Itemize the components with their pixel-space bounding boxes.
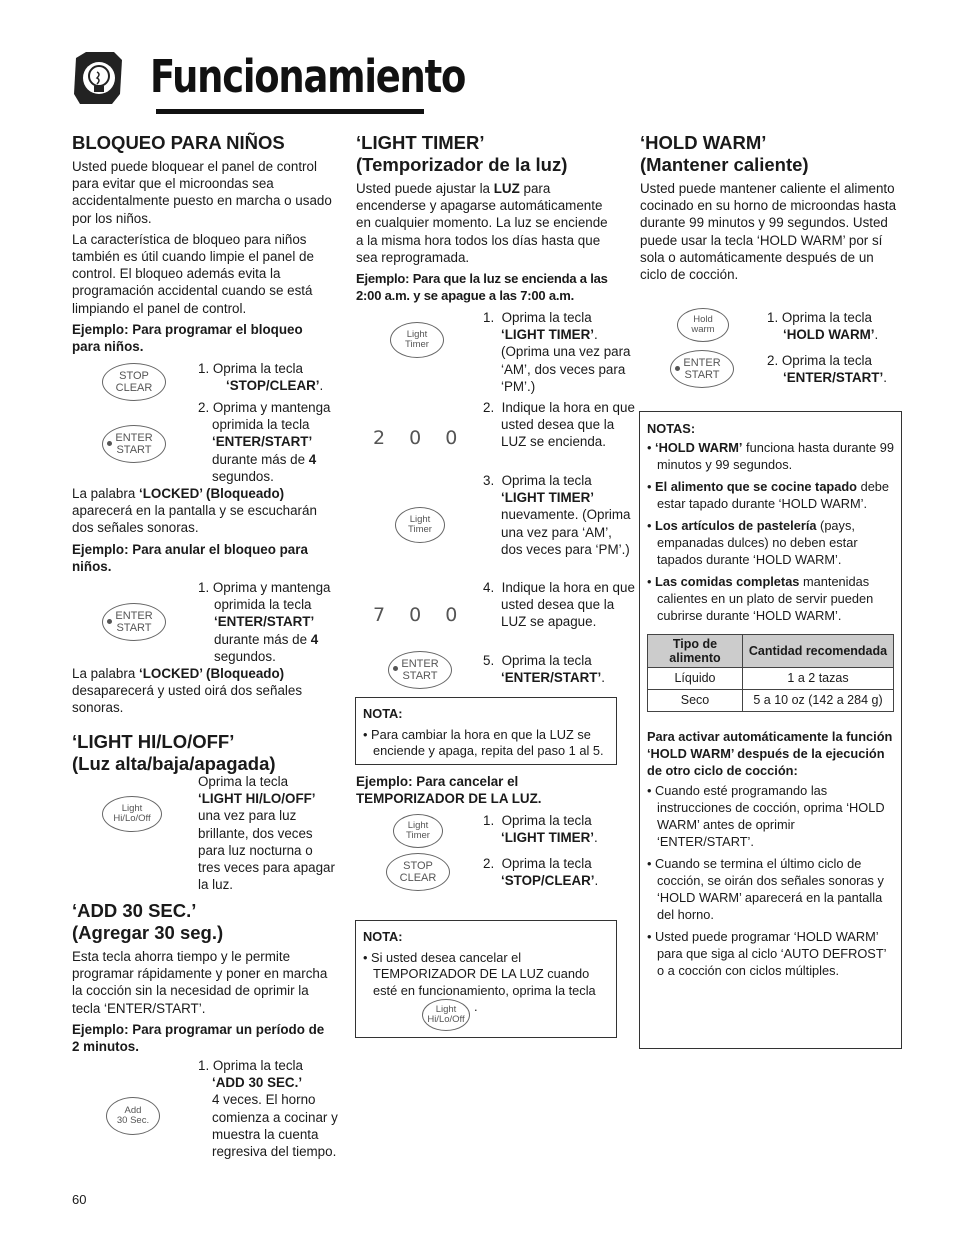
table-cell: 1 a 2 tazas	[743, 668, 894, 690]
key-dot	[675, 366, 680, 371]
bloqueo-ex2: Ejemplo: Para anular el bloqueo para niños.	[72, 541, 308, 574]
enter-start-key-2: ENTER START	[102, 603, 166, 641]
display-digits-2: 7 0 0	[373, 604, 458, 626]
col-1-b	[72, 485, 334, 575]
nota-text-2: • Si usted desea cancelar el TEMPORIZADOR DE LA LUZ cuando esté en funcionamiento, oprima la tecla	[363, 949, 596, 998]
nota-text: • Para cambiar la hora en que la LUZ se enciende y apaga, repita del paso 1 al 5.	[363, 726, 604, 758]
table-header: Cantidad recomendada	[743, 635, 894, 668]
locked1: La palabra ‘LOCKED’ (Bloqueado) aparecerá en la pantalla y se escucharán dos señales sonoras.	[72, 486, 317, 536]
hold-step-2: 2. Oprima la tecla ‘ENTER/START’.	[767, 353, 887, 386]
food-table	[647, 634, 894, 712]
bloqueo-p1: Usted puede bloquear el panel de control para evitar que el microondas sea accidentalmente puesto en marcha o usado por los niños.	[72, 159, 332, 226]
col-1-d	[72, 900, 334, 1055]
unlock-step-1: 1. Oprima y mantenga oprimida la tecla ‘ENTER/START’ durante más de 4 segundos.	[198, 580, 331, 664]
timer-p1: Usted puede ajustar la LUZ para encenderse y apagarse automáticamente en cualquier momento. La luz se enciende a la misma hora todos los días hasta que sea reprogramada.	[356, 181, 608, 265]
table-header: Tipo de alimento	[648, 635, 743, 668]
hold-step-1: 1. Oprima la tecla ‘HOLD WARM’.	[767, 310, 879, 343]
table-row	[648, 690, 894, 712]
hold-p1: Usted puede mantener caliente el alimento cocinado en su horno de microondas hasta durante 99 minutos y 99 segundos. Usted puede usar la tecla ‘HOLD WARM’ por sí sola o automáticamente después de un ciclo de cocción.	[640, 181, 897, 283]
heading-add30-1: ‘ADD 30 SEC.’	[72, 900, 197, 921]
heading-hold-1: ‘HOLD WARM’	[640, 132, 767, 153]
cancel-step-1: 1. Oprima la tecla ‘LIGHT TIMER’.	[483, 813, 598, 846]
cancel-step-2: 2. Oprima la tecla ‘STOP/CLEAR’.	[483, 856, 599, 889]
title-rule	[156, 109, 424, 114]
auto-item: • Cuando esté programando las instrucciones de cocción, oprima ‘HOLD WARM’ antes de oprimir ‘ENTER/START’.	[647, 783, 885, 849]
light-hi-lo-off-key-2: Light Hi/Lo/Off	[422, 999, 470, 1031]
heading-add30-2: (Agregar 30 seg.)	[72, 922, 224, 943]
enter-start-key-4: ENTER START	[670, 350, 734, 388]
auto-item: • Cuando se termina el último ciclo de cocción, se oirán dos señales sonoras y ‘HOLD WARM’ aparecerá en la pantalla del horno.	[647, 856, 884, 922]
col-3	[640, 132, 902, 283]
table-cell: Seco	[648, 690, 743, 712]
timer-ex2: Ejemplo: Para cancelar el TEMPORIZADOR DE LA LUZ.	[356, 774, 542, 807]
table-header-row	[648, 635, 894, 668]
notas-label: NOTAS:	[647, 421, 696, 436]
light-step: Oprima la tecla ‘LIGHT HI/LO/OFF’ una vez para luz brillante, dos veces para luz nocturna o tres veces para apagar la luz.	[198, 774, 335, 893]
nota-label: NOTA:	[363, 706, 403, 721]
table-cell: 5 a 10 oz (142 a 284 g)	[743, 690, 894, 712]
heading-light-2: (Luz alta/baja/apagada)	[72, 752, 276, 774]
hold-warm-key: Hold warm	[677, 308, 729, 342]
timer-step-3: 3. Oprima la tecla ‘LIGHT TIMER’ nuevamente. (Oprima una vez para ‘AM’, dos veces para ‘PM’.)	[483, 473, 631, 557]
add30-ex: Ejemplo: Para programar un período de 2 minutos.	[72, 1021, 325, 1055]
timer-step-1: 1. Oprima la tecla ‘LIGHT TIMER’. (Oprima una vez para ‘AM’, dos veces para ‘PM’.)	[483, 310, 631, 394]
enter-start-key: ENTER START	[102, 425, 166, 463]
auto-item: • Usted puede programar ‘HOLD WARM’ para que siga al ciclo ‘AUTO DEFROST’ o a cocción con ciclos múltiples.	[647, 929, 887, 978]
timer-step-5: 5. Oprima la tecla ‘ENTER/START’.	[483, 653, 605, 686]
table-row	[648, 668, 894, 690]
locked2: La palabra ‘LOCKED’ (Bloqueado) desaparecerá y usted oirá dos señales sonoras.	[72, 666, 303, 716]
notas-box	[639, 411, 902, 1049]
nota-item: • Las comidas completas mantenidas calientes en un plato de servir pueden cubrirse durante ‘HOLD WARM’.	[647, 574, 874, 623]
col-2	[356, 132, 618, 304]
nota-item: • Los artículos de pastelería (pays, empanadas dulces) no deben estar tapados durante ‘HOLD WARM’.	[647, 518, 858, 567]
add30-step: 1. Oprima la tecla ‘ADD 30 SEC.’ 4 veces. El horno comienza a cocinar y muestra la cuenta regresiva del tiempo.	[198, 1058, 338, 1160]
heading-light-1: ‘LIGHT HI/LO/OFF’	[72, 730, 235, 752]
enter-start-key-3: ENTER START	[388, 651, 452, 689]
stop-clear-key: STOP CLEAR	[102, 363, 166, 401]
bloqueo-step-1: 1. Oprima la tecla ‘STOP/CLEAR’.	[198, 361, 324, 394]
nota-item: • El alimento que se cocine tapado debe estar tapado durante ‘HOLD WARM’.	[647, 479, 890, 511]
lightbulb-icon	[72, 50, 124, 106]
light-hi-lo-off-key: Light Hi/Lo/Off	[102, 796, 162, 832]
page-title: Funcionamiento	[150, 50, 466, 103]
light-timer-key: Light Timer	[390, 322, 444, 358]
light-timer-key-3: Light Timer	[393, 814, 443, 848]
bloqueo-p2: La característica de bloqueo para niños también es útil cuando limpie el panel de control. El bloqueo además evita la programación accidental cuando se está limpiando el panel de control.	[72, 231, 314, 316]
heading-bloqueo: BLOQUEO PARA NIÑOS	[72, 132, 285, 153]
nota-item: • ‘HOLD WARM’ funciona hasta durante 99 minutos y 99 segundos.	[647, 440, 895, 472]
add-30-sec-key: Add 30 Sec.	[106, 1097, 160, 1135]
nota-box-2	[355, 920, 617, 1038]
col-1-c	[72, 665, 334, 775]
heading-timer-1: ‘LIGHT TIMER’	[356, 132, 485, 153]
display-digits-1: 2 0 0	[373, 427, 458, 449]
nota-end: .	[474, 999, 478, 1014]
timer-ex: Ejemplo: Para que la luz se encienda a las 2:00 a.m. y se apague a las 7:00 a.m.	[356, 271, 608, 304]
nota-box-1	[355, 697, 617, 765]
auto-heading: Para activar automáticamente la función ‘HOLD WARM’ después de la ejecución de otro ciclo de cocción:	[647, 729, 893, 778]
table-cell: Líquido	[648, 668, 743, 690]
heading-hold-2: (Mantener caliente)	[640, 154, 809, 175]
col-1	[72, 132, 334, 355]
timer-step-4: 4. Indique la hora en que usted desea que la LUZ se apague.	[483, 580, 635, 630]
bloqueo-ex1: Ejemplo: Para programar el bloqueo para niños.	[72, 321, 303, 355]
nota-label-2: NOTA:	[363, 929, 403, 944]
timer-step-2: 2. Indique la hora en que usted desea que la LUZ se encienda.	[483, 400, 635, 450]
key-dot	[107, 441, 112, 446]
key-dot	[107, 619, 112, 624]
add30-p1: Esta tecla ahorra tiempo y le permite programar rápidamente y poner en marcha la cocción sin la necesidad de oprimir la tecla ‘ENTER/START’.	[72, 949, 328, 1016]
stop-clear-key-2: STOP CLEAR	[386, 853, 450, 891]
page-number: 60	[72, 1192, 87, 1207]
light-timer-key-2: Light Timer	[395, 507, 445, 543]
key-dot	[393, 666, 398, 671]
bloqueo-step-2: 2. Oprima y mantenga oprimida la tecla ‘ENTER/START’ durante más de 4 segundos.	[198, 400, 331, 484]
heading-timer-2: (Temporizador de la luz)	[356, 154, 568, 175]
